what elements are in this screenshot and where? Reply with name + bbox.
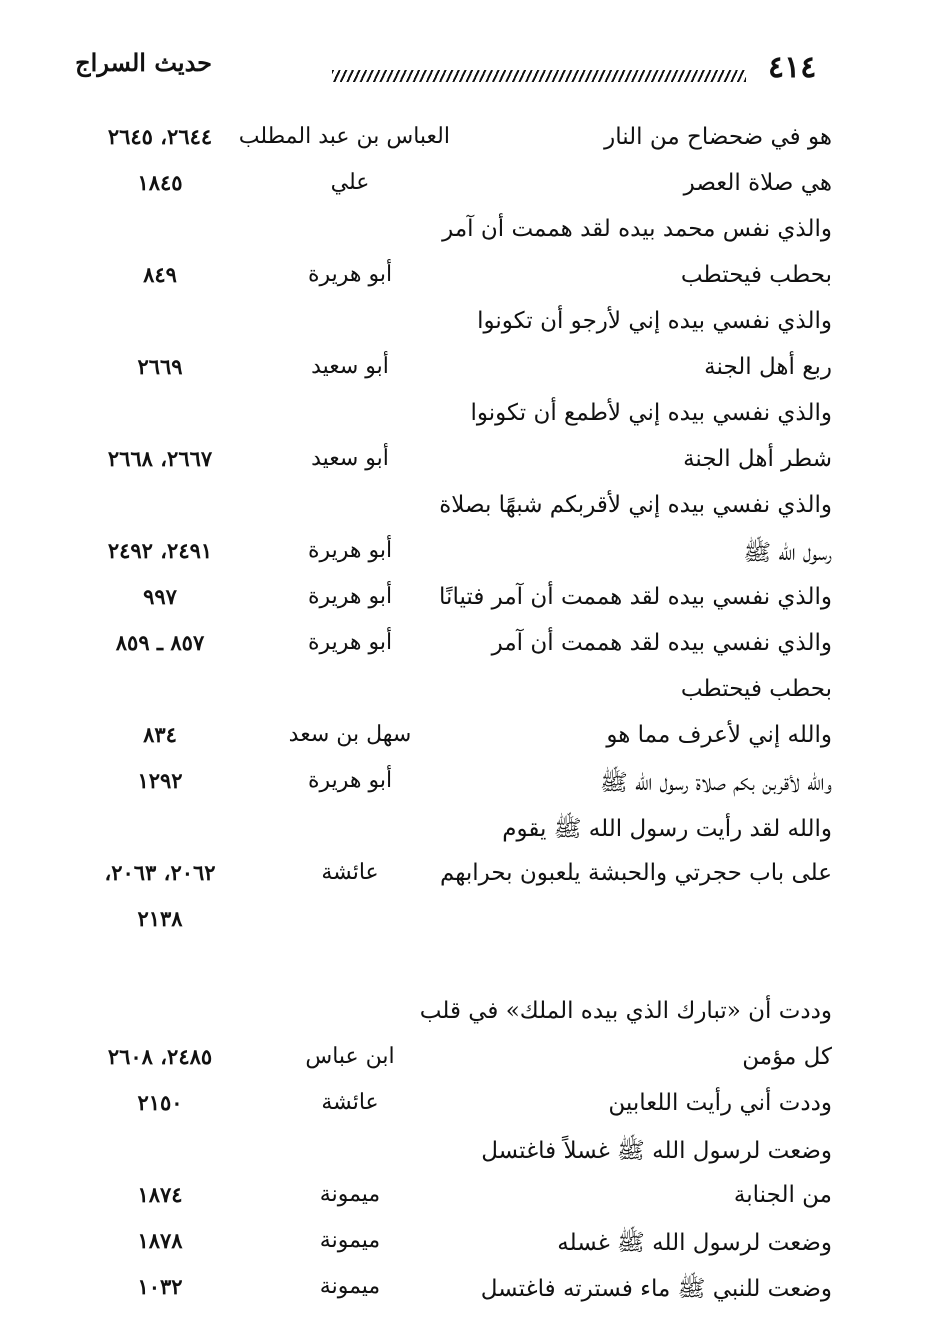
hadith-text: وددت أن «تبارك الذي بيده الملك» في قلب — [419, 998, 832, 1024]
index-row — [0, 580, 933, 626]
index-row — [0, 534, 933, 580]
index-row — [0, 166, 933, 212]
index-row — [0, 994, 933, 1040]
hadith-text: والذي نفسي بيده إني لأقربكم شبهًا بصلاة — [439, 492, 832, 518]
hadith-numbers: ٨٤٩ — [143, 262, 177, 287]
hadith-numbers: ١٢٩٢ — [137, 768, 183, 793]
narrator: ميمونة — [319, 1274, 381, 1299]
index-row — [0, 718, 933, 764]
hadith-text: كل مؤمن — [742, 1044, 832, 1070]
narrator: علي — [330, 170, 370, 195]
hadith-text: ربع أهل الجنة — [704, 354, 832, 380]
narrator: ميمونة — [319, 1182, 381, 1207]
index-row — [0, 258, 933, 304]
hadith-text: والله إني لأعرف مما هو — [606, 722, 832, 748]
index-row — [0, 626, 933, 672]
narrator: العباس بن عبد المطلب — [238, 124, 450, 149]
hadith-numbers: ٨٣٤ — [143, 722, 177, 747]
index-row — [0, 902, 933, 948]
index-row — [0, 856, 933, 902]
narrator: ميمونة — [319, 1228, 381, 1253]
hadith-numbers: ١٨٧٤ — [137, 1182, 183, 1207]
index-row — [0, 396, 933, 442]
narrator: أبو هريرة — [307, 630, 393, 655]
hadith-text: من الجنابة — [733, 1182, 832, 1208]
index-row — [0, 120, 933, 166]
hadith-text: والذي نفس محمد بيده لقد هممت أن آمر — [442, 216, 832, 242]
index-row — [0, 304, 933, 350]
narrator: أبو سعيد — [311, 354, 389, 379]
hadith-index-list — [0, 120, 933, 1316]
hadith-numbers: ٢٦٤٤، ٢٦٤٥ — [107, 124, 213, 149]
hadith-text: والله لأقربن بكم صلاة رسول الله ﷺ — [599, 770, 832, 796]
hadith-numbers: ٢٤٨٥، ٢٦٠٨ — [107, 1044, 213, 1069]
page-number: ٤١٤ — [768, 50, 817, 85]
hadith-text: رسول الله ﷺ — [743, 540, 832, 566]
hadith-text: وضعت لرسول الله ﷺ غسله — [557, 1230, 832, 1256]
index-row — [0, 764, 933, 810]
hadith-numbers: ٢٦٦٧، ٢٦٦٨ — [107, 446, 213, 471]
hadith-text: والله لقد رأيت رسول الله ﷺ يقوم — [502, 816, 832, 842]
hadith-text: بحطب فيحتطب — [680, 262, 832, 288]
hadith-numbers: ٢٦٦٩ — [137, 354, 183, 379]
hadith-numbers: ٨٥٧ ـ ٨٥٩ — [115, 630, 205, 655]
hadith-numbers: ١٠٣٢ — [137, 1274, 183, 1299]
narrator: أبو سعيد — [311, 446, 389, 471]
hadith-text: بحطب فيحتطب — [680, 676, 832, 702]
narrator: أبو هريرة — [307, 584, 393, 609]
hadith-text: والذي نفسي بيده إني لأرجو أن تكونوا — [477, 308, 832, 334]
index-row — [0, 212, 933, 258]
hadith-text: والذي نفسي بيده إني لأطمع أن تكونوا — [470, 400, 832, 426]
narrator: عائشة — [321, 860, 379, 885]
hadith-text: وضعت لرسول الله ﷺ غسلاً فاغتسل — [481, 1138, 832, 1164]
hadith-text: هو في ضحضاح من النار — [604, 124, 832, 150]
index-row — [0, 672, 933, 718]
narrator: أبو هريرة — [307, 768, 393, 793]
index-row — [0, 948, 933, 994]
index-row — [0, 1086, 933, 1132]
hadith-numbers: ٢٠٦٢، ٢٠٦٣، — [104, 860, 216, 885]
hadith-text: هي صلاة العصر — [683, 170, 832, 196]
index-row — [0, 1040, 933, 1086]
hadith-numbers: ١٨٧٨ — [137, 1228, 183, 1253]
index-row — [0, 1132, 933, 1178]
narrator: أبو هريرة — [307, 262, 393, 287]
narrator: أبو هريرة — [307, 538, 393, 563]
index-row — [0, 488, 933, 534]
hadith-text: وضعت للنبي ﷺ ماء فسترته فاغتسل — [480, 1276, 832, 1302]
index-row — [0, 1224, 933, 1270]
index-row — [0, 442, 933, 488]
index-row — [0, 810, 933, 856]
hadith-text: والذي نفسي بيده لقد هممت أن آمر فتيانًا — [439, 584, 832, 610]
index-row — [0, 1270, 933, 1316]
index-row — [0, 1178, 933, 1224]
hadith-text: شطر أهل الجنة — [683, 446, 832, 472]
hadith-numbers: ٢١٥٠ — [137, 1090, 183, 1115]
hadith-text: على باب حجرتي والحبشة يلعبون بحرابهم — [439, 860, 832, 886]
narrator: ابن عباس — [305, 1044, 395, 1069]
hadith-numbers: ٩٩٧ — [143, 584, 177, 609]
hadith-text: والذي نفسي بيده لقد هممت أن آمر — [491, 630, 832, 656]
running-title: حديث السراج — [75, 48, 212, 77]
hadith-numbers: ١٨٤٥ — [137, 170, 183, 195]
header-decorative-rule — [332, 70, 746, 82]
index-row — [0, 350, 933, 396]
narrator: سهل بن سعد — [288, 722, 412, 747]
hadith-numbers: ٢١٣٨ — [137, 906, 183, 931]
narrator: عائشة — [321, 1090, 379, 1115]
hadith-text: وددت أني رأيت اللعابين — [608, 1090, 832, 1116]
hadith-numbers: ٢٤٩١، ٢٤٩٢ — [107, 538, 213, 563]
